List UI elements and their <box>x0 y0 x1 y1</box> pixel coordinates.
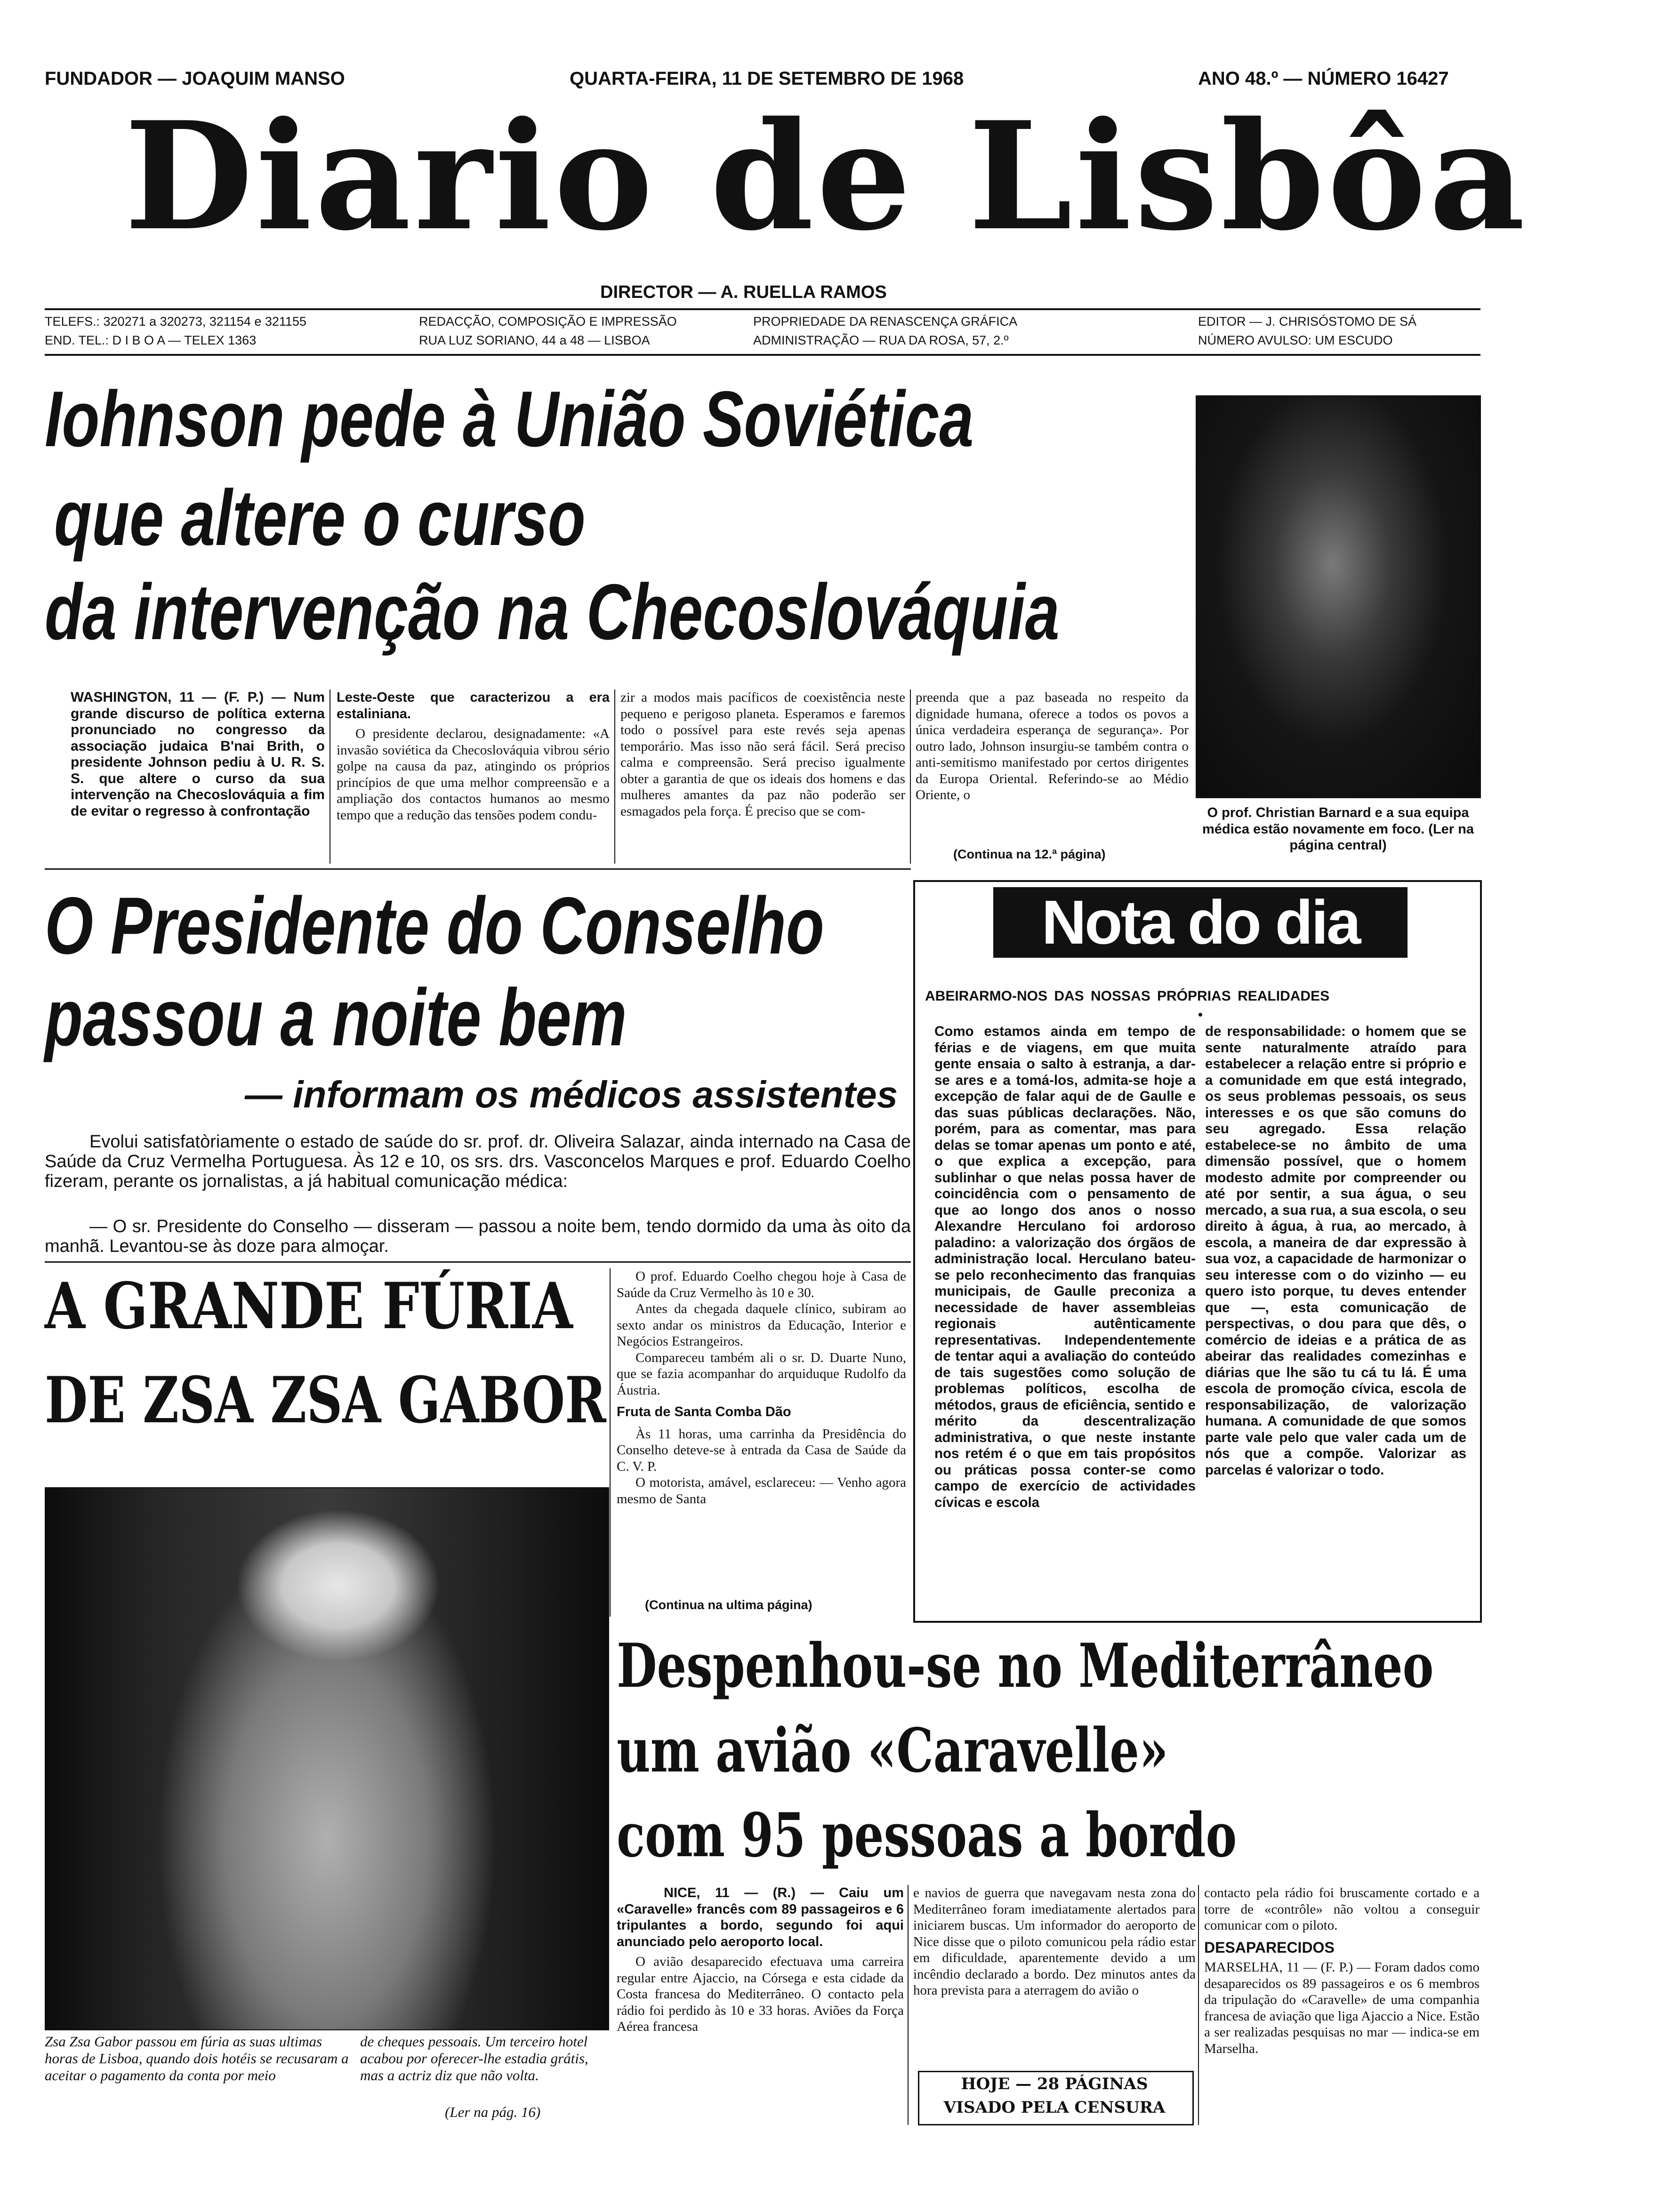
censura-line-1: HOJE — 28 PÁGINAS <box>961 2075 1148 2093</box>
masthead-rule <box>45 308 1480 310</box>
zsazsa-headline-1: A GRANDE FÚRIA <box>45 1268 573 1343</box>
zsazsa-caption-2: de cheques pessoais. Um terceiro hotel acabou por oferecer-lhe estadia grátis, mas a actriz diz que não volta. <box>360 2033 588 2084</box>
prop-line-1: PROPRIEDADE DA RENASCENÇA GRÁFICA <box>753 314 1018 329</box>
nota-col-1: Como estamos ainda em tempo de férias e de viagens, em que muita gente ensaia o salto à estranja, a dar-se ares e a tomá-los, admita-se hoje a excepção de falar aqui de de Gaulle e das suas públicas declarações. Não, porém, para as comentar, mas para delas se tomar apenas um ponto e até, o que explica a excepção, para sublinhar o que nelas possa haver de coincidência com o pensamento de que ao longo dos anos o nosso Alexandre Herculano foi ardoroso paladino: a valorização dos órgãos de administração local. Herculano bateu-se pelo reconhecimento das franquias municipais, de Gaulle preconiza a necessidade de haver assembleias regionais autênticamente representativas. Independentemente de tentar aqui a avaliação do conteúdo de tais sugestões como solução de problemas políticos, escolha de métodos, graus de eficiência, sentido e mérito da descentralização administrativa, o que neste instante nos retém é o que em tais propósitos ou práticas possa conter-se como campo de exercício de actividades cívicas e escola <box>934 1024 1196 1510</box>
salazar-col-text-5: O motorista, amável, esclareceu: — Venho agora mesmo de Santa <box>617 1475 906 1507</box>
col-divider <box>1198 1885 1199 2125</box>
col-divider <box>610 1268 611 1617</box>
nota-heading: ABEIRARMO-NOS DAS NOSSAS PRÓPRIAS REALIDADES <box>925 988 1330 1004</box>
salazar-col-text-3: Compareceu também ali o sr. D. Duarte Nuno, que se fazia acompanhar do arquiduque Rudolfo da Áustria. <box>617 1350 906 1398</box>
redaccao-line-2: RUA LUZ SORIANO, 44 a 48 — LISBOA <box>419 333 650 347</box>
salazar-para-1: Evolui satisfatòriamente o estado de saúde do sr. prof. dr. Oliveira Salazar, ainda internado na Casa de Saúde da Cruz Vermelha Portuguesa. Às 12 e 10, os srs. drs. Vasconcelos Marques e prof. Eduardo Coelho fizeram, perante os jornalistas, a já habitual comunicação médica: <box>45 1132 911 1191</box>
caravelle-col-3 <box>1204 1885 1480 2125</box>
caravelle-col1-text: O avião desaparecido efectuava uma carreira regular entre Ajaccio, na Córsega e esta cidade da Costa francesa do Mediterrâneo. O contacto pela rádio foi perdido às 10 e 33 horas. Aviões da Força Aérea francesa <box>617 1954 904 2034</box>
prop-line-2: ADMINISTRAÇÃO — RUA DA ROSA, 57, 2.º <box>753 333 1009 347</box>
nota-banner: Nota do dia <box>993 887 1408 958</box>
caravelle-lead: NICE, 11 — (R.) — Caiu um «Caravelle» francês com 89 passageiros e 6 tripulantes a bordo, segundo foi aqui anunciado pelo aeroporto local. <box>617 1885 904 1949</box>
johnson-headline-1: Iohnson pede à União Soviética <box>45 375 974 463</box>
salazar-col-text-2: Antes da chegada daquele clínico, subiram ao sexto andar os ministros da Educação, Interior e Negócios Estrangeiros. <box>617 1301 906 1349</box>
zsazsa-headline-2: DE ZSA ZSA GABOR <box>45 1362 606 1437</box>
editor-line-1: EDITOR — J. CHRISÓSTOMO DE SÁ <box>1198 314 1417 329</box>
barnard-photo <box>1196 395 1481 798</box>
director-line: DIRECTOR — A. RUELLA RAMOS <box>600 282 887 302</box>
nota-col-2: de responsabilidade: o homem que se sente naturalmente atraído para estabelecer a relação entre si próprio e a comunidade em que está integrado, os seus problemas pessoais, os seus interesses e os que são comuns do seu agregado. Essa relação estabelece-se no âmbito de uma dimensão possível, que o homem modesto admite por compreender ou até por sentir, a sua água, o seu mercado, a sua rua, a sua escola, o seu direito à água, à rua, ao mercado, à escola, a maneira de dar expressão à sua voz, a capacidade de harmonizar o seu interesse com o do vizinho — eu quero isto porque, tu deves entender que —, esta comunicação de perspectivas, o dou para que dês, o comércio de ideias e a prática de as abeirar das realidades comezinhas e diárias que lhe são tu cá tu lá. É uma escola de promoção cívica, escola de responsabilização, de valorização humana. A comunidade de que somos parte vale pelo que valer cada um de nós que a compõe. Valorizar as parcelas é valorizar o todo. <box>1205 1024 1466 1478</box>
section-rule <box>45 1261 911 1263</box>
johnson-continued: (Continua na 12.ª página) <box>953 847 1106 861</box>
johnson-lead: WASHINGTON, 11 — (F. P.) — Num grande discurso de política externa pronunciado no congresso da associação judaica B'nai Brith, o presidente Johnson pediu à U. R. S. S. que altere o curso da sua intervenção na Checoslováquia a fim de evitar o regresso à confrontação <box>71 689 325 819</box>
salazar-col-subhead: Fruta de Santa Comba Dão <box>617 1404 791 1419</box>
caravelle-headline-1: Despenhou-se no Mediterrâneo <box>617 1631 1434 1701</box>
col-divider <box>908 1885 909 2125</box>
zsazsa-caption-ref: (Ler na pág. 16) <box>445 2104 541 2120</box>
salazar-para-2: — O sr. Presidente do Conselho — disseram — passou a noite bem, tendo dormido da uma às oito da manhã. Levantou-se às doze para almoçar. <box>45 1217 911 1256</box>
caravelle-col3-text: contacto pela rádio foi bruscamente cortado e a torre de «contrôle» não voltou a conseguir comunicar com o piloto. <box>1204 1885 1480 1933</box>
salazar-headline-2: passou a noite bem <box>45 972 627 1063</box>
nota-bullet: • <box>1198 1007 1203 1022</box>
editor-line-2: NÚMERO AVULSO: UM ESCUDO <box>1198 333 1393 347</box>
johnson-col2-text: O presidente declarou, designadamente: «A invasão soviética da Checoslováquia vibrou sério golpe na causa da paz, atingindo os próprios princípios de que uma melhor compreensão e a ampliação dos contactos humanos ao mesmo tempo que a redução das tensões podem condu- <box>337 726 610 823</box>
barnard-caption: O prof. Christian Barnard e a sua equipa médica estão novamente em foco. (Ler na página central) <box>1202 805 1474 853</box>
johnson-headline-2: que altere o curso <box>54 473 586 562</box>
zsazsa-photo <box>45 1487 609 2030</box>
caravelle-subhead: DESAPARECIDOS <box>1204 1939 1335 1956</box>
salazar-subhead: — informam os médicos assistentes <box>245 1074 898 1115</box>
phones-line-2: END. TEL.: D I B O A — TELEX 1363 <box>45 333 257 347</box>
salazar-col-text-4: Às 11 horas, uma carrinha da Presidência do Conselho deteve-se à entrada da Casa de Saúde da C. V. P. <box>617 1426 906 1474</box>
caravelle-headline-2: um avião «Caravelle» <box>617 1715 1168 1786</box>
johnson-col-2 <box>337 689 610 864</box>
col-divider <box>910 689 911 864</box>
salazar-headline-1: O Presidente do Conselho <box>45 881 824 971</box>
caravelle-headline-3: com 95 pessoas a bordo <box>617 1800 1237 1871</box>
issue-line: ANO 48.º — NÚMERO 16427 <box>1198 68 1449 89</box>
caravelle-col3-text-2: MARSELHA, 11 — (F. P.) — Foram dados como desaparecidos os 89 passageiros e os 6 membros da tripulação do «Caravelle» de uma companhia francesa de aviação que liga Ajaccio a Nice. Estão a ser realizadas pesquisas no mar — indica-se em Marselha. <box>1204 1960 1480 2056</box>
salazar-continued: (Continua na ultima página) <box>645 1598 812 1612</box>
section-rule <box>45 868 911 870</box>
caravelle-col-2: e navios de guerra que navegavam nesta zona do Mediterrâneo foram imediatamente alertados para iniciarem buscas. Um informador do aeroporto de Nice disse que o piloto comunicou pela rádio estar em dificuldade, aparentemente devido a um incêndio declarado a bordo. Dez minutos antes da hora prevista para a aterragem do avião o <box>913 1885 1196 1998</box>
caravelle-col-1 <box>617 1885 904 2125</box>
redaccao-line-1: REDACÇÃO, COMPOSIÇÃO E IMPRESSÃO <box>419 314 677 329</box>
johnson-col2-bold: Leste-Oeste que caracterizou a era estaliniana. <box>337 690 610 721</box>
johnson-col-3: zir a modos mais pacíficos de coexistência neste pequeno e perigoso planeta. Esperamos e faremos todo o possível para este revés seja apenas temporário. Mas isso não será fácil. Será preciso calma e compreensão. Será preciso igualmente obter a garantia de que os ideais dos homens e das mulheres amantes da paz não poderão ser esmagados pela força. É preciso que se com- <box>620 690 905 819</box>
info-rule <box>45 354 1480 356</box>
col-divider <box>614 689 615 864</box>
johnson-headline-3: da intervenção na Checoslováquia <box>45 568 1060 656</box>
censura-line-2: VISADO PELA CENSURA <box>943 2098 1166 2117</box>
salazar-col <box>617 1268 906 1593</box>
zsazsa-caption-1: Zsa Zsa Gabor passou em fúria as suas ultimas horas de Lisboa, quando dois hotéis se recusaram a aceitar o pagamento da conta por meio <box>45 2033 349 2084</box>
johnson-col-4: preenda que a paz baseada no respeito da dignidade humana, oferece a todos os povos a única verdadeira esperança de segurança». Por outro lado, Johnson insurgiu-se também contra o anti-semitismo manifestado por certos dirigentes da Europa Oriental. Referindo-se ao Médio Oriente, o <box>916 690 1189 802</box>
phones-line-1: TELEFS.: 320271 a 320273, 321154 e 321155 <box>45 314 306 329</box>
founder-line: FUNDADOR — JOAQUIM MANSO <box>45 68 345 89</box>
date-line: QUARTA-FEIRA, 11 DE SETEMBRO DE 1968 <box>570 68 964 89</box>
newspaper-title: Diario de Lisbôa <box>124 89 1528 264</box>
salazar-col-text-1: O prof. Eduardo Coelho chegou hoje à Casa de Saúde da Cruz Vermelho às 10 e 30. <box>617 1269 906 1300</box>
